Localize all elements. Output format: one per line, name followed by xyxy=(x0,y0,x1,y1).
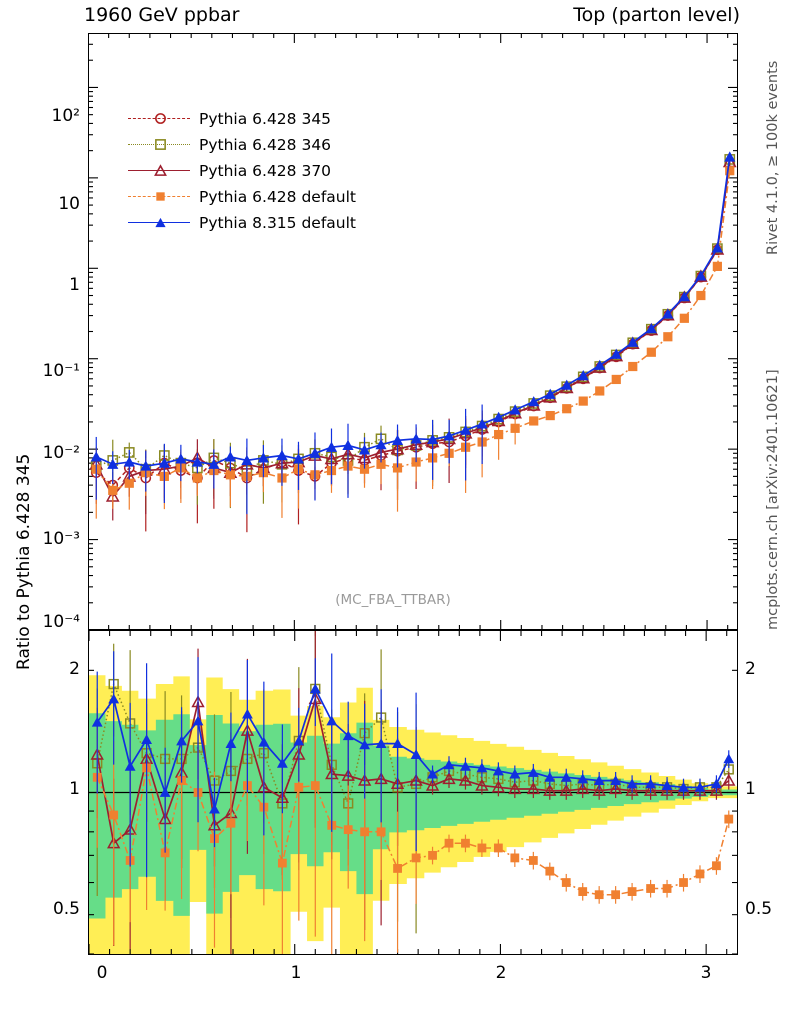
ratio-ytick-2-right: 2 xyxy=(745,659,756,679)
ratio-ytick-05-right: 0.5 xyxy=(745,899,773,919)
ytick-1e2: 10² xyxy=(51,106,80,126)
side-label-rivet: Rivet 4.1.0, ≥ 100k events xyxy=(765,60,781,255)
ytick-1e-4: 10⁻⁴ xyxy=(42,612,80,632)
ytick-1: 1 xyxy=(69,275,80,295)
ratio-ytick-05-left: 0.5 xyxy=(52,899,80,919)
header-right: Top (parton level) xyxy=(573,4,740,26)
watermark-label: (MC_FBA_TTBAR) xyxy=(335,592,451,608)
ratio-ytick-2-left: 2 xyxy=(69,659,80,679)
ytick-10: 10 xyxy=(58,194,80,214)
legend-label-0: Pythia 6.428 345 xyxy=(199,110,332,128)
xtick-1: 1 xyxy=(290,963,302,983)
xtick-2: 2 xyxy=(495,963,507,983)
main-data-canvas xyxy=(88,33,738,630)
legend-label-3: Pythia 6.428 default xyxy=(199,188,356,206)
side-label-source: mcplots.cern.ch [arXiv:2401.10621] xyxy=(765,369,781,630)
xtick-3: 3 xyxy=(700,963,712,983)
legend-label-1: Pythia 6.428 346 xyxy=(199,136,332,154)
ytick-1e-1: 10⁻¹ xyxy=(42,361,80,381)
header-left: 1960 GeV ppbar xyxy=(84,4,240,26)
ratio-ytick-1-right: 1 xyxy=(745,779,756,799)
ratio-y-axis-label: Ratio to Pythia 6.428 345 xyxy=(14,453,34,670)
ratio-ytick-1-left: 1 xyxy=(69,779,80,799)
xtick-0: 0 xyxy=(96,963,108,983)
ytick-1e-3: 10⁻³ xyxy=(42,529,80,549)
legend-label-2: Pythia 6.428 370 xyxy=(199,162,332,180)
ratio-data-canvas xyxy=(89,631,737,954)
ytick-1e-2: 10⁻² xyxy=(42,443,80,463)
legend-label-4: Pythia 8.315 default xyxy=(199,214,356,232)
